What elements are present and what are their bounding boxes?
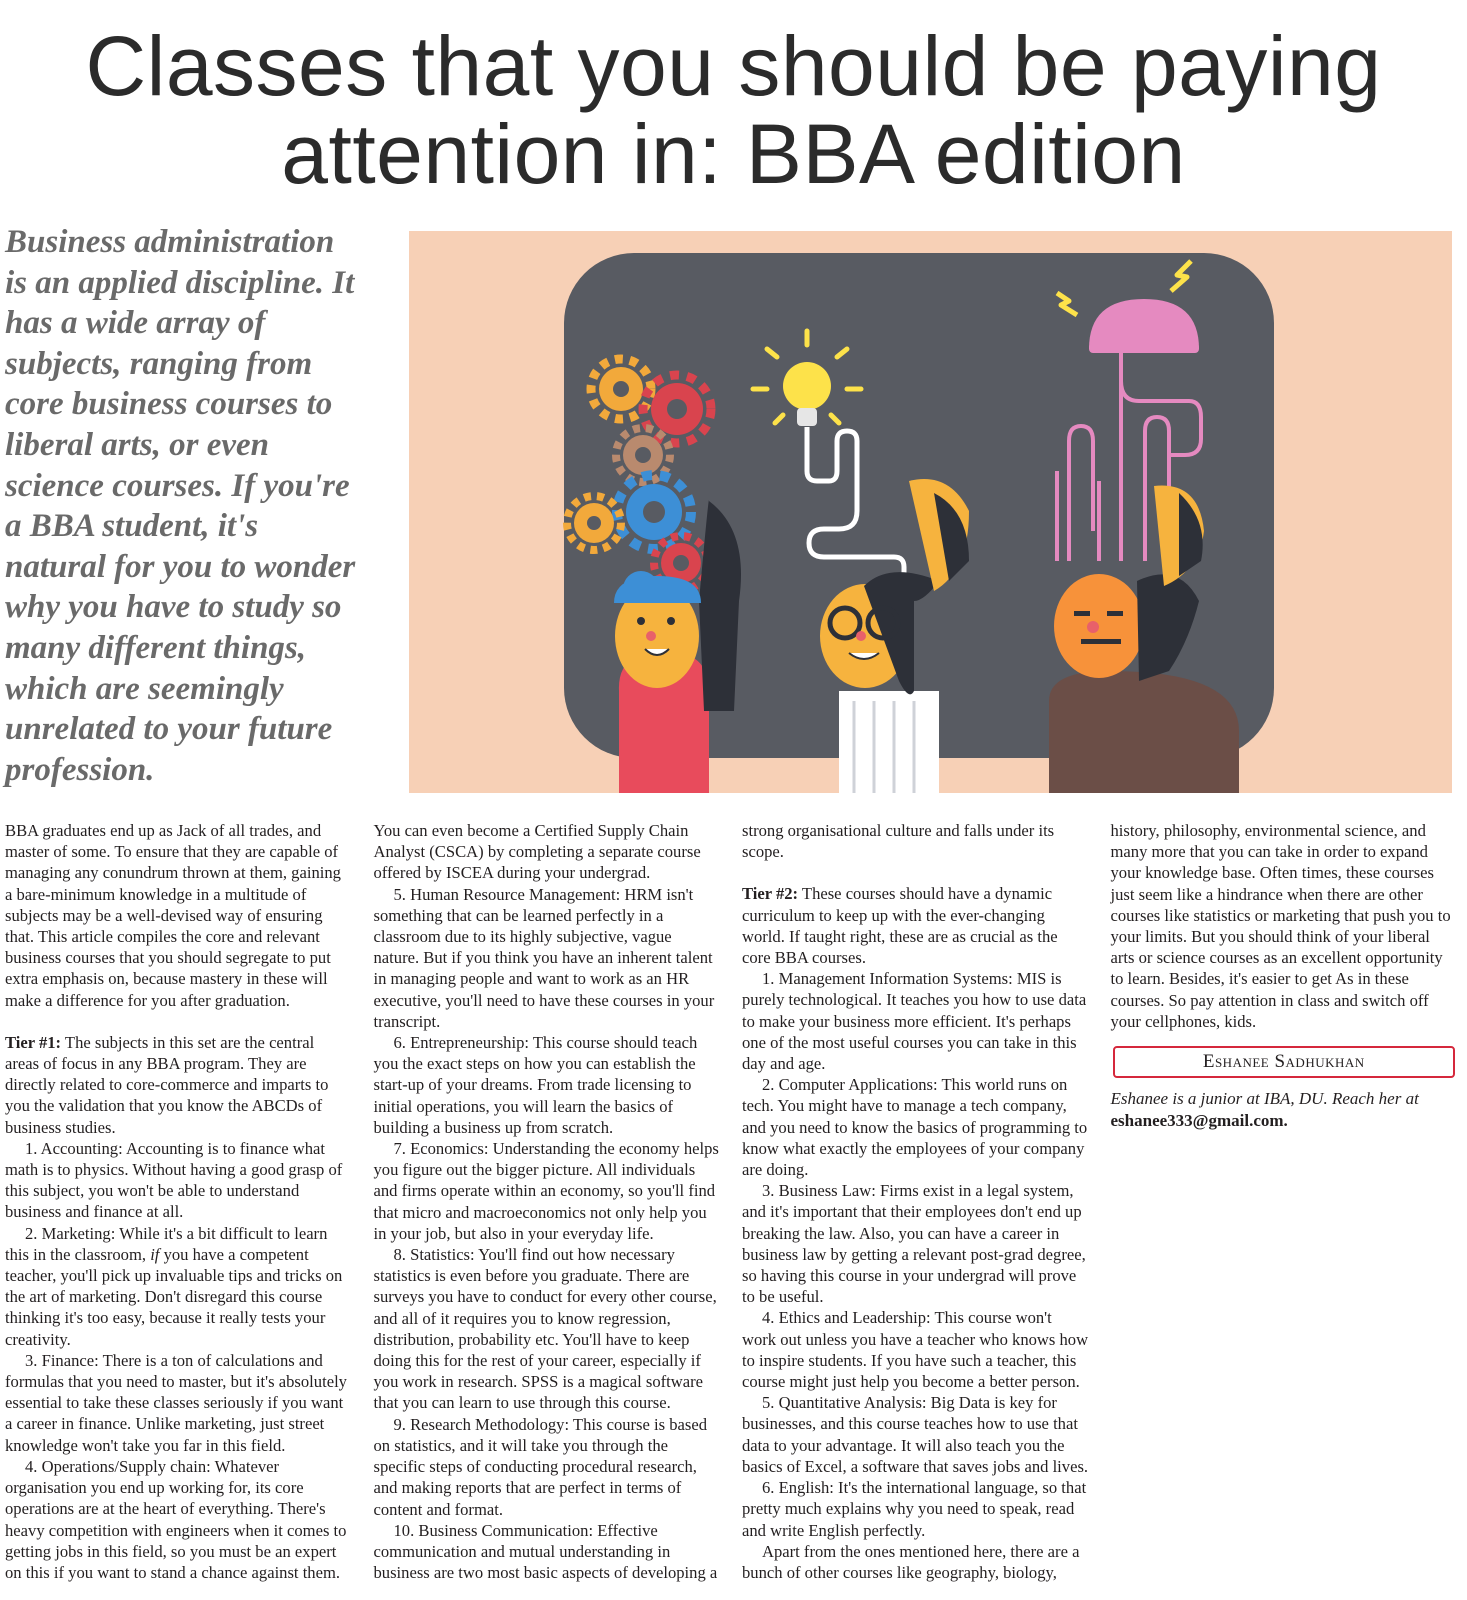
- headline-line-1: Classes that you should be paying: [85, 19, 1382, 113]
- students-thinking-illustration: [409, 231, 1452, 793]
- author-bio-text: Eshanee is a junior at IBA, DU. Reach her at: [1110, 1089, 1419, 1109]
- tier1-text: The subjects in this set are the central areas of focus in any BBA program. They are directly related to core-commerce and imparts to you the validation that you know the ABCDs of business studies.: [5, 1032, 329, 1137]
- article-intro: BBA graduates end up as Jack of all trades, and master of some. To ensure that they are capable of managing any conundrum thrown at them, gaining a bare-minimum knowledge in a multitude of subjects may be a well-devised way of ensuring that. This article compiles the core and relevant business courses that you should segregate to put extra emphasis on, because mastery in these will make a difference for you after graduation.: [5, 821, 341, 1010]
- headline-line-2: attention in: BBA edition: [281, 107, 1186, 201]
- tier1-item-business-communication: 10. Business Communication: Effective communication and mutual understanding in business are two most basic aspects of developing a strong organisational culture and falls under its scope.: [373, 821, 1055, 1583]
- author-byline: Eshanee Sadhukhan: [1113, 1046, 1456, 1078]
- article-conclusion: Apart from the ones mentioned here, there are a bunch of other courses like geography, biology, history, philosophy, environmental science, and many more that you can take in order to expand your knowledge base. Often times, these courses just seem like a hindrance when there are other courses like statistics or marketing that push you to your limits. But you should think of your liberal arts or science courses as an excellent opportunity to learn. Besides, it's easier to get As in these courses. So pay attention in class and switch off your cellphones, kids.: [742, 821, 1451, 1582]
- tier2-item-english: 6. English: It's the international language, so that pretty much explains why you need to speak, read and write English perfectly.: [742, 1478, 1087, 1540]
- tier2-label: Tier #2:: [742, 884, 799, 904]
- tier2-item-quantitative-analysis: 5. Quantitative Analysis: Big Data is key for businesses, and this course teaches how to use that data to your advantage. It will also teach you the basics of Excel, a software that saves jobs and lives.: [742, 1393, 1089, 1476]
- marketing-text-pre: 2. Marketing: While it's a bit difficult to learn this in the classroom,: [5, 1223, 328, 1264]
- tier1-item-accounting: 1. Accounting: Accounting is to finance what math is to physics. Without having a good grasp of this subject, you won't be able to understand business and finance at all.: [5, 1138, 343, 1222]
- tier2-item-mis: 1. Management Information Systems: MIS is purely technological. It teaches you how to use data to make your business more efficient. It's perhaps one of the most useful courses you can take in this day and age.: [742, 969, 1087, 1074]
- standfirst: Business administration is an applied discipline. It has a wide array of subjects, ranging from core business courses to liberal arts, or even science courses. If you're a BBA student, it's natural for you to wonder why you have to study so many different things, which are seemingly unrelated to your future profession.: [5, 224, 356, 788]
- tier2-text: These courses should have a dynamic curriculum to keep up with the ever-changing world. If taught right, these are as crucial as the core BBA courses.: [742, 884, 1058, 968]
- tier2-item-business-law: 3. Business Law: Firms exist in a legal system, and it's important that their employees don't end up breaking the law. Also, you can have a career in business law by getting a relevant post-grad degree, so having this course in your undergrad will prove to be useful.: [742, 1181, 1086, 1307]
- headline: [0, 19, 1467, 201]
- tier1-item-marketing: [5, 1223, 352, 1350]
- tier1-item-research-methodology: 9. Research Methodology: This course is based on statistics, and it will take you through the specific steps of conducting procedural research, and making reports that are perfect in terms of content and format.: [373, 1414, 708, 1519]
- tier1-item-economics: 7. Economics: Understanding the economy helps you figure out the bigger picture. All individuals and firms operate within an economy, so you'll find that micro and macroeconomics not only help you in your job, but also in your everyday life.: [373, 1139, 719, 1243]
- tier2-item-ethics-leadership: 4. Ethics and Leadership: This course won't work out unless you have a teacher who knows how to inspire students. If you have such a teacher, this course might just help you become a better person.: [742, 1308, 1089, 1392]
- tier1-intro: [5, 1032, 352, 1138]
- tier2-intro: [742, 883, 1089, 968]
- article-body: [5, 820, 1457, 1590]
- author-bio: [1111, 1088, 1458, 1132]
- tier1-label: Tier #1:: [5, 1032, 62, 1052]
- marketing-text-post: you have a competent teacher, you'll pick up invaluable tips and tricks on the art of marketing. Don't disregard this course thinking it's too easy, because it really tests your creativity.: [5, 1244, 343, 1349]
- tier2-item-computer-applications: 2. Computer Applications: This world runs on tech. You might have to manage a tech company, and you need to know the basics of programming to know what exactly the employees of your company are doing.: [742, 1075, 1088, 1180]
- tier1-item-statistics: 8. Statistics: You'll find out how necessary statistics is even before you graduate. There are surveys you have to conduct for every other course, and all of it requires you to know regression, distribution, probability etc. You'll have to keep doing this for the rest of your career, especially if you work in research. SPSS is a magical software that you can learn to use through this course.: [373, 1245, 717, 1413]
- tier1-item-hrm: 5. Human Resource Management: HRM isn't something that can be learned perfectly in a classroom due to its highly subjective, vague nature. But if you think you have an inherent talent in managing people and want to work as an HR executive, you'll need to have these courses in your transcript.: [373, 884, 715, 1031]
- author-email-link[interactable]: eshanee333@gmail.com.: [1110, 1111, 1288, 1131]
- tier1-item-operations: 4. Operations/Supply chain: Whatever organisation you end up working for, its core operations are at the heart of everything. There's heavy competition with engineers when it comes to getting jobs in this field, so you must be an expert on this if you want to stand a chance against them. You can even become a Certified Supply Chain Analyst (CSCA) by completing a separate course offered by ISCEA during your undergrad.: [5, 821, 701, 1582]
- tier1-item-finance: 3. Finance: There is a ton of calculations and formulas that you need to master, but it's absolutely essential to take these classes seriously if you want a career in finance. Unlike marketing, just street knowledge won't take you far in this field.: [5, 1350, 347, 1455]
- tier1-item-entrepreneurship: 6. Entrepreneurship: This course should teach you the exact steps on how you can establish the start-up of your dreams. From trade licensing to initial operations, you will learn the basics of building a business up from scratch.: [373, 1033, 698, 1137]
- marketing-text-emphasis: if: [150, 1244, 160, 1264]
